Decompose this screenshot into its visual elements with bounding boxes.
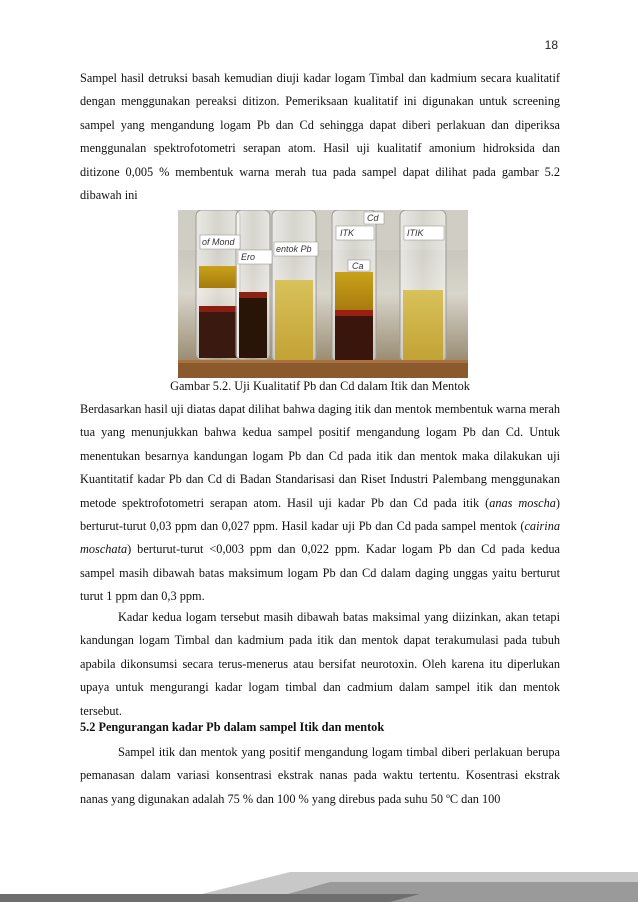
footer-decoration	[0, 842, 638, 902]
species-name-mentok: cairina moschata	[80, 519, 560, 557]
tube-2	[236, 210, 270, 360]
tube-label: of Mond	[202, 237, 235, 247]
tube-label: Ca	[352, 261, 364, 271]
tube-label: ITIK	[407, 228, 424, 238]
paragraph-results	[80, 398, 560, 609]
tube-label: Cd	[367, 213, 379, 223]
paragraph-accumulation: Kadar kedua logam tersebut masih dibawah batas maksimal yang diizinkan, akan tetapi kandungan logam Timbal dan kadmium pada itik dan mentok dapat terakumulasi pada tubuh apabila dikonsumsi secara terus-menerus atau bersifat neurotoxin. Oleh karena itu diperlukan upaya untuk mengurangi kadar logam timbal dan cadmium dalam sampel itik dan mentok tersebut.	[80, 610, 560, 718]
tube-label: Ero	[241, 252, 256, 262]
paragraph-treatment: Sampel itik dan mentok yang positif mengandung logam timbal diberi perlakuan berupa pemanasan dalam variasi konsentrasi ekstrak nanas pada waktu tertentu. Kosentrasi ekstrak nanas yang digunakan adalah 75 % dan 100 % yang direbus pada suhu 50 ºC dan 100	[80, 745, 560, 806]
text-run: ) berturut-turut 0,03 ppm dan 0,027 ppm. Hasil kadar uji Pb dan Cd pada sampel mentok (	[80, 495, 560, 534]
figure-caption: Gambar 5.2. Uji Kualitatif Pb dan Cd dalam Itik dan Mentok	[170, 379, 470, 393]
section-heading: 5.2 Pengurangan kadar Pb dalam sampel Itik dan mentok	[80, 720, 385, 734]
tube-3	[272, 210, 316, 362]
paragraph-intro: Sampel hasil detruksi basah kemudian diuji kadar logam Timbal dan kadmium secara kualitatif dengan menggunakan pereaksi ditizon. Pemeriksaan kualitatif ini digunakan untuk screening sampel yang mengandung logam Pb dan Cd sehingga dapat diberi perlakuan dan diperiksa menggunalan spektrofotometri serapan atom. Hasil uji kualitatif amonium hidroksida dan ditizone 0,005 % membentuk warna merah tua pada sampel dapat dilihat pada gambar 5.2 dibawah ini	[80, 71, 560, 203]
tube-label: entok Pb	[276, 244, 312, 254]
text-run: Berdasarkan hasil uji diatas dapat dilihat bahwa daging itik dan mentok membentuk warna merah tua yang menunjukkan bahwa kedua sampel positif mengandung logam Pb dan Cd. Untuk menentukan besarnya kandungan logam Pb dan Cd pada itik dan mentok maka dilakukan uji Kuantitatif kadar Pb dan Cd di Badan Standarisasi dan Riset Industri Palembang menggunakan metode spektrofotometri serapan atom. Hasil uji kadar Pb dan Cd pada itik (	[80, 402, 560, 510]
tube-1	[196, 210, 240, 360]
test-tube-photo	[178, 210, 468, 378]
species-name-itik: anas moscha	[489, 495, 556, 510]
text-run: ) berturut-turut <0,003 ppm dan 0,022 ppm. Kadar logam Pb dan Cd pada kedua sampel masih dibawah batas maksimum logam Pb dan Cd dalam daging unggas yaitu berturut turut 1 ppm dan 0,3 ppm.	[80, 542, 560, 604]
tube-label: ITK	[340, 228, 355, 238]
page-number: 18	[544, 38, 558, 52]
